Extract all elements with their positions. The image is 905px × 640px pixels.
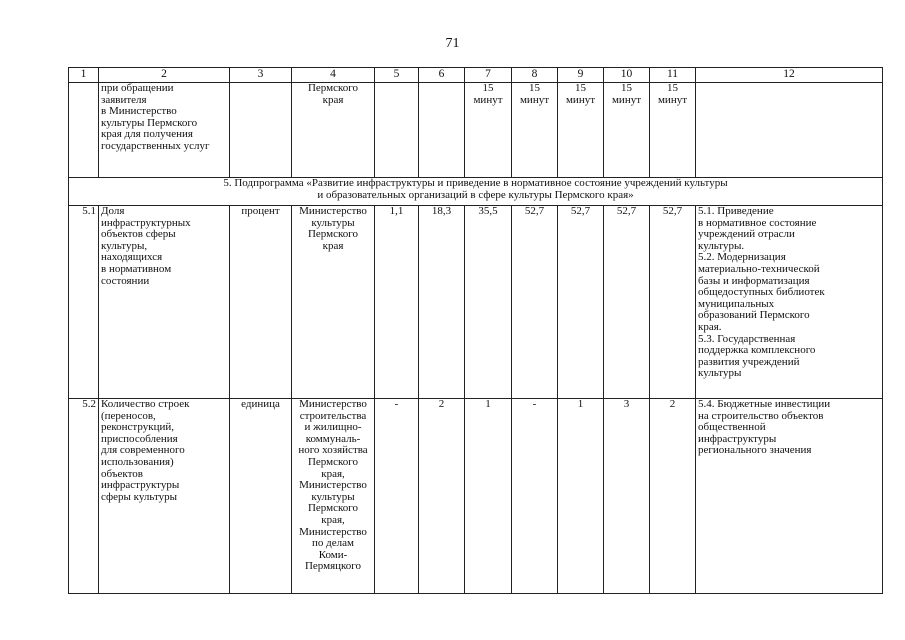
responsible-cell: Министерство культуры Пермского края bbox=[292, 206, 375, 399]
value-cell: 15 минут bbox=[558, 83, 604, 178]
value-cell: 1,1 bbox=[375, 206, 419, 399]
column-header-row bbox=[69, 68, 883, 83]
column-header: 10 bbox=[604, 68, 650, 83]
table-row bbox=[69, 206, 883, 399]
value-cell: 2 bbox=[650, 399, 696, 594]
row-number-cell: 5.2 bbox=[69, 399, 99, 594]
indicator-name-cell: при обращении заявителя в Министерство культуры Пермского края для получения государственных услуг bbox=[99, 83, 230, 178]
row-number-cell: 5.1 bbox=[69, 206, 99, 399]
indicators-table bbox=[68, 67, 883, 594]
value-cell: 15 минут bbox=[512, 83, 558, 178]
value-cell: 1 bbox=[465, 399, 512, 594]
unit-cell: единица bbox=[230, 399, 292, 594]
value-cell: - bbox=[512, 399, 558, 594]
column-header: 3 bbox=[230, 68, 292, 83]
column-header: 6 bbox=[419, 68, 465, 83]
section-title: 5. Подпрограмма «Развитие инфраструктуры и приведение в нормативное состояние учреждений культуры и образовательных организаций в сфере культуры Пермского края» bbox=[69, 178, 883, 206]
indicator-name-cell: Количество строек (переносов, реконструкций, приспособления для современного использования) объектов инфраструктуры сферы культуры bbox=[99, 399, 230, 594]
column-header: 11 bbox=[650, 68, 696, 83]
column-header: 5 bbox=[375, 68, 419, 83]
value-cell bbox=[419, 83, 465, 178]
activities-cell: 5.4. Бюджетные инвестиции на строительство объектов общественной инфраструктуры регионального значения bbox=[696, 399, 883, 594]
column-header: 1 bbox=[69, 68, 99, 83]
table-row bbox=[69, 399, 883, 594]
value-cell: 15 минут bbox=[650, 83, 696, 178]
value-cell: 3 bbox=[604, 399, 650, 594]
column-header: 8 bbox=[512, 68, 558, 83]
unit-cell: процент bbox=[230, 206, 292, 399]
column-header: 2 bbox=[99, 68, 230, 83]
value-cell bbox=[375, 83, 419, 178]
responsible-cell: Министерство строительства и жилищно- коммуналь- ного хозяйства Пермского края, Министерство культуры Пермского края, Министерство по делам Коми- Пермяцкого bbox=[292, 399, 375, 594]
value-cell: 2 bbox=[419, 399, 465, 594]
value-cell: 52,7 bbox=[558, 206, 604, 399]
responsible-cell: Пермского края bbox=[292, 83, 375, 178]
value-cell: 15 минут bbox=[604, 83, 650, 178]
activities-cell bbox=[696, 83, 883, 178]
value-cell: 52,7 bbox=[650, 206, 696, 399]
value-cell: 52,7 bbox=[604, 206, 650, 399]
value-cell: 1 bbox=[558, 399, 604, 594]
value-cell: 18,3 bbox=[419, 206, 465, 399]
value-cell: - bbox=[375, 399, 419, 594]
unit-cell bbox=[230, 83, 292, 178]
page-number: 71 bbox=[445, 36, 460, 51]
column-header: 12 bbox=[696, 68, 883, 83]
activities-cell: 5.1. Приведение в нормативное состояние учреждений отрасли культуры. 5.2. Модернизация материально-технической базы и информатизация общедоступных библиотек муниципальных образований Пермского края. 5.3. Государственная поддержка комплексного развития учреждений культуры bbox=[696, 206, 883, 399]
indicator-name-cell: Доля инфраструктурных объектов сферы культуры, находящихся в нормативном состоянии bbox=[99, 206, 230, 399]
table-row-continuation bbox=[69, 83, 883, 178]
column-header: 7 bbox=[465, 68, 512, 83]
value-cell: 15 минут bbox=[465, 83, 512, 178]
column-header: 9 bbox=[558, 68, 604, 83]
section-header-row bbox=[69, 178, 883, 206]
value-cell: 52,7 bbox=[512, 206, 558, 399]
row-number-cell bbox=[69, 83, 99, 178]
value-cell: 35,5 bbox=[465, 206, 512, 399]
column-header: 4 bbox=[292, 68, 375, 83]
